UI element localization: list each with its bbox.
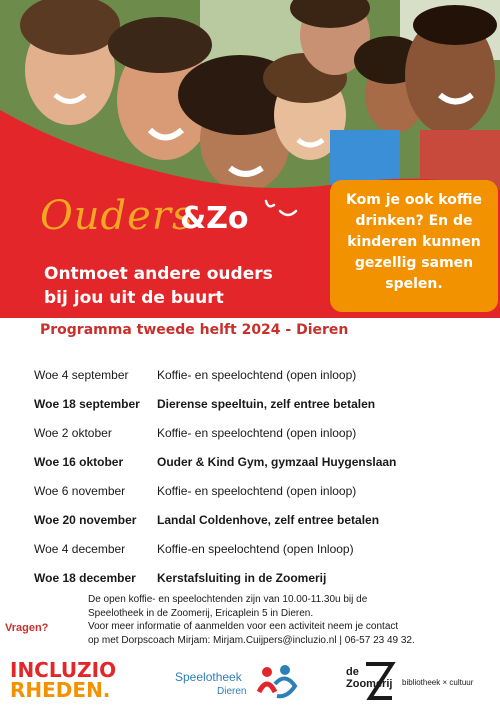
zoomerij-word-name: Zoomerij <box>346 678 393 690</box>
coffee-callout: Kom je ook koffie drinken? En de kinderen kunnen gezellig samen spelen. <box>330 180 498 312</box>
program-title: Programma tweede helft 2024 - Dieren <box>40 322 349 338</box>
schedule-activity: Koffie-en speelochtend (open Inloop) <box>157 541 354 556</box>
footer-line: De open koffie- en speelochtenden zijn van 10.00-11.30u bij de <box>88 594 368 605</box>
tagline-line-2: bij jou uit de buurt <box>44 288 224 308</box>
schedule-activity: Dierense speeltuin, zelf entree betalen <box>157 396 376 411</box>
schedule-list <box>34 360 474 592</box>
schedule-row <box>34 447 474 476</box>
zoomerij-word-de: de <box>346 666 359 678</box>
tagline-line-1: Ontmoet andere ouders <box>44 264 273 284</box>
playing-figures-icon <box>253 662 298 702</box>
schedule-activity: Kerstafsluiting in de Zoomerij <box>157 570 327 585</box>
schedule-activity: Koffie- en speelochtend (open inloop) <box>157 367 357 382</box>
de-zoomerij-logo <box>346 660 496 702</box>
schedule-date: Woe 6 november <box>34 483 126 498</box>
schedule-date: Woe 16 oktober <box>34 454 124 469</box>
z-mark-icon <box>360 660 396 702</box>
schedule-activity: Koffie- en speelochtend (open inloop) <box>157 425 357 440</box>
speelotheek-wordmark: Speelotheek <box>175 670 242 684</box>
footer-line: Voor meer informatie of aanmelden voor een activiteit neem je contact <box>88 621 399 632</box>
bibliotheek-cultuur-wordmark: bibliotheek × cultuur <box>402 678 474 687</box>
schedule-activity: Landal Coldenhove, zelf entree betalen <box>157 512 380 527</box>
tagline <box>44 262 334 310</box>
rheden-wordmark: RHEDEN. <box>10 678 111 702</box>
footer-line: Speelotheek in de Zoomerij, Ericaplein 5 in Dieren. <box>88 607 314 619</box>
schedule-row <box>34 534 474 563</box>
schedule-row <box>34 505 474 534</box>
schedule-row <box>34 389 474 418</box>
schedule-row <box>34 418 474 447</box>
incluzio-rheden-logo <box>10 660 116 700</box>
smile-icon <box>262 197 302 221</box>
schedule-activity: Koffie- en speelochtend (open inloop) <box>157 483 357 498</box>
schedule-date: Woe 20 november <box>34 512 137 527</box>
schedule-date: Woe 4 december <box>34 541 126 556</box>
brand-amp-word: &Zo <box>180 201 249 236</box>
schedule-row <box>34 476 474 505</box>
brand-script-word: Ouders <box>40 193 194 239</box>
dieren-wordmark: Dieren <box>217 686 247 697</box>
questions-label: Vragen? <box>5 622 49 634</box>
speelotheek-dieren-logo <box>175 660 300 700</box>
footer-line: op met Dorpscoach Mirjam: Mirjam.Cuijpers@incluzio.nl | 06-57 23 49 32. <box>88 634 415 646</box>
schedule-row <box>34 360 474 389</box>
schedule-date: Woe 18 september <box>34 396 140 411</box>
schedule-date: Woe 4 september <box>34 367 129 382</box>
schedule-activity: Ouder & Kind Gym, gymzaal Huygenslaan <box>157 454 397 469</box>
incluzio-wordmark: INCLUZIO <box>10 658 117 682</box>
schedule-date: Woe 18 december <box>34 570 136 585</box>
footer-info <box>88 593 488 647</box>
schedule-date: Woe 2 oktober <box>34 425 112 440</box>
schedule-row <box>34 563 474 592</box>
